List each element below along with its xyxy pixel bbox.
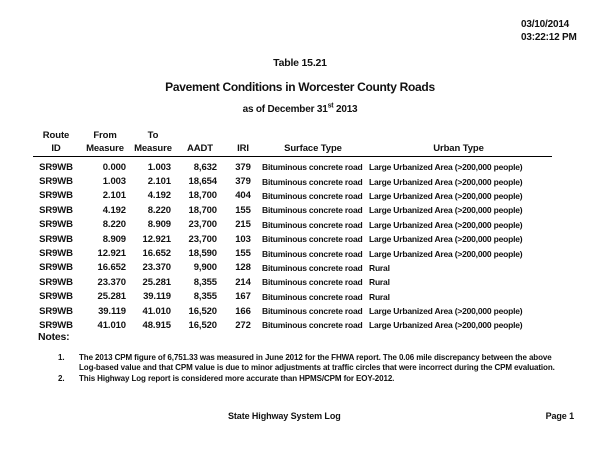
cell-surface-type: Bituminous concrete road: [262, 162, 363, 173]
pavement-conditions-table: [33, 130, 552, 333]
column-header-aadt: [175, 130, 225, 157]
cell-from-measure: 12.921: [97, 248, 126, 260]
header-line: Route: [42, 130, 70, 141]
note-text: The 2013 CPM figure of 6,751.33 was measured in June 2012 for the FHWA report. The 0.06 mile discrepancy between the above Log-based value and that CPM value is due to minor adjustments at traffic circles that were incorrect during the CPM evaluation.: [79, 353, 555, 373]
header-line: AADT: [187, 142, 213, 154]
cell-surface-type: Bituminous concrete road: [262, 306, 363, 317]
cell-urban-type: Rural: [369, 262, 390, 273]
cell-iri: 128: [235, 262, 251, 274]
column-header-urban-type: [365, 130, 552, 157]
cell-aadt: 8,355: [193, 276, 217, 288]
table-header: [33, 130, 552, 157]
cell-route-id: SR9WB: [39, 161, 73, 173]
cell-urban-type: Large Urbanized Area (>200,000 people): [369, 205, 523, 216]
cell-aadt: 16,520: [188, 319, 217, 331]
as-of-year: 2013: [333, 104, 358, 115]
cell-iri: 272: [235, 319, 251, 331]
header-line: Measure: [86, 142, 124, 154]
as-of-subtitle: [0, 104, 600, 115]
cell-from-measure: 0.000: [102, 161, 126, 173]
page-number: Page 1: [545, 411, 574, 421]
header-line: To: [147, 130, 159, 141]
table-row: [33, 189, 552, 203]
cell-iri: 167: [235, 291, 251, 303]
cell-iri: 155: [235, 204, 251, 216]
cell-to-measure: 12.921: [142, 233, 171, 245]
cell-urban-type: Large Urbanized Area (>200,000 people): [369, 320, 523, 331]
cell-to-measure: 1.003: [147, 161, 171, 173]
cell-urban-type: Large Urbanized Area (>200,000 people): [369, 190, 523, 201]
cell-surface-type: Bituminous concrete road: [262, 277, 363, 288]
cell-to-measure: 4.192: [147, 190, 171, 202]
cell-to-measure: 48.915: [142, 319, 171, 331]
as-of-ordinal-suffix: st: [327, 102, 334, 110]
cell-urban-type: Large Urbanized Area (>200,000 people): [369, 219, 523, 230]
cell-route-id: SR9WB: [39, 233, 73, 245]
cell-aadt: 23,700: [188, 233, 217, 245]
cell-aadt: 18,654: [188, 176, 217, 188]
table-row: [33, 232, 552, 246]
cell-to-measure: 16.652: [142, 248, 171, 260]
cell-iri: 379: [235, 161, 251, 173]
pavement-table-body: [33, 157, 552, 333]
cell-surface-type: Bituminous concrete road: [262, 291, 363, 302]
header-line: Measure: [134, 142, 172, 154]
cell-surface-type: Bituminous concrete road: [262, 248, 363, 259]
cell-surface-type: Bituminous concrete road: [262, 262, 363, 273]
cell-route-id: SR9WB: [39, 248, 73, 260]
cell-from-measure: 8.909: [102, 233, 126, 245]
cell-from-measure: 23.370: [97, 276, 126, 288]
note-item: [58, 353, 570, 374]
cell-from-measure: 2.101: [102, 190, 126, 202]
printed-date: 03/10/2014: [521, 19, 570, 30]
cell-route-id: SR9WB: [39, 291, 73, 303]
cell-aadt: 9,900: [193, 262, 217, 274]
printed-datetime: [521, 19, 577, 44]
table-row: [33, 174, 552, 188]
cell-urban-type: Large Urbanized Area (>200,000 people): [369, 162, 523, 173]
cell-to-measure: 23.370: [142, 262, 171, 274]
header-line: Urban Type: [433, 142, 484, 154]
cell-to-measure: 41.010: [142, 305, 171, 317]
table-row: [33, 275, 552, 289]
cell-aadt: 8,632: [193, 161, 217, 173]
cell-route-id: SR9WB: [39, 276, 73, 288]
cell-urban-type: Rural: [369, 277, 390, 288]
column-header-to-measure: [131, 130, 175, 157]
cell-from-measure: 41.010: [97, 319, 126, 331]
cell-from-measure: 16.652: [97, 262, 126, 274]
cell-surface-type: Bituminous concrete road: [262, 190, 363, 201]
cell-from-measure: 1.003: [102, 176, 126, 188]
cell-route-id: SR9WB: [39, 319, 73, 331]
cell-from-measure: 25.281: [97, 291, 126, 303]
column-header-route-id: [33, 130, 79, 157]
table-row: [33, 290, 552, 304]
cell-to-measure: 2.101: [147, 176, 171, 188]
cell-iri: 155: [235, 248, 251, 260]
cell-surface-type: Bituminous concrete road: [262, 320, 363, 331]
cell-route-id: SR9WB: [39, 190, 73, 202]
cell-urban-type: Rural: [369, 291, 390, 302]
cell-urban-type: Large Urbanized Area (>200,000 people): [369, 248, 523, 259]
cell-from-measure: 8.220: [102, 219, 126, 231]
header-line: Surface Type: [284, 142, 342, 154]
cell-surface-type: Bituminous concrete road: [262, 176, 363, 187]
cell-aadt: 23,700: [188, 219, 217, 231]
cell-route-id: SR9WB: [39, 262, 73, 274]
cell-from-measure: 4.192: [102, 204, 126, 216]
footer-doc-name: State Highway System Log: [228, 411, 341, 421]
table-number-title: Table 15.21: [273, 57, 327, 69]
column-header-iri: [225, 130, 261, 157]
header-line: IRI: [237, 142, 249, 154]
as-of-prefix: as of December 31: [242, 104, 328, 115]
table-row: [33, 157, 552, 175]
table-row: [33, 318, 552, 332]
column-header-from-measure: [79, 130, 131, 157]
cell-surface-type: Bituminous concrete road: [262, 205, 363, 216]
note-number: 2.: [58, 373, 65, 383]
note-text: This Highway Log report is considered more accurate than HPMS/CPM for EOY-2012.: [79, 373, 395, 383]
cell-route-id: SR9WB: [39, 219, 73, 231]
cell-to-measure: 8.909: [147, 219, 171, 231]
notes-list: [58, 353, 570, 384]
table-row: [33, 246, 552, 260]
table-row: [33, 304, 552, 318]
column-header-surface-type: [261, 130, 365, 157]
page-title: Pavement Conditions in Worcester County Roads: [165, 80, 435, 94]
table-row: [33, 261, 552, 275]
cell-iri: 214: [235, 276, 251, 288]
printed-time: 03:22:12 PM: [521, 31, 577, 43]
note-number: 1.: [58, 353, 65, 362]
cell-iri: 379: [235, 176, 251, 188]
table-row: [33, 203, 552, 217]
cell-aadt: 8,355: [193, 291, 217, 303]
header-line: From: [93, 130, 117, 141]
cell-surface-type: Bituminous concrete road: [262, 234, 363, 245]
cell-urban-type: Large Urbanized Area (>200,000 people): [369, 176, 523, 187]
cell-urban-type: Large Urbanized Area (>200,000 people): [369, 234, 523, 245]
cell-route-id: SR9WB: [39, 204, 73, 216]
cell-to-measure: 8.220: [147, 204, 171, 216]
cell-route-id: SR9WB: [39, 305, 73, 317]
cell-iri: 404: [235, 190, 251, 202]
cell-surface-type: Bituminous concrete road: [262, 219, 363, 230]
cell-aadt: 16,520: [188, 305, 217, 317]
cell-aadt: 18,700: [188, 204, 217, 216]
cell-aadt: 18,590: [188, 248, 217, 260]
cell-to-measure: 25.281: [142, 276, 171, 288]
cell-from-measure: 39.119: [98, 305, 126, 317]
note-item: [58, 374, 570, 384]
cell-route-id: SR9WB: [39, 176, 73, 188]
table-row: [33, 218, 552, 232]
notes-heading: Notes:: [38, 331, 70, 343]
cell-iri: 166: [235, 305, 251, 317]
cell-aadt: 18,700: [188, 190, 217, 202]
header-line: ID: [51, 142, 61, 154]
cell-iri: 103: [235, 233, 251, 245]
cell-urban-type: Large Urbanized Area (>200,000 people): [369, 306, 523, 317]
cell-iri: 215: [235, 219, 251, 231]
cell-to-measure: 39.119: [143, 291, 171, 303]
